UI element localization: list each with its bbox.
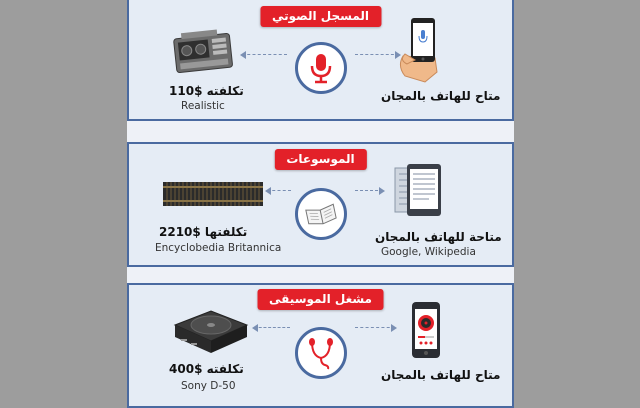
open-book-icon: [305, 203, 337, 225]
panel-title: المسجل الصوتي: [260, 6, 381, 27]
arrow-right: [355, 190, 383, 191]
microphone-circle: [295, 42, 347, 94]
arrow-right: [355, 54, 399, 55]
free-sources: Google, Wikipedia: [381, 246, 476, 258]
old-price-label: تكلفتها $2210: [159, 225, 248, 239]
arrow-left: [242, 54, 287, 55]
panel-title: الموسوعات: [274, 149, 366, 170]
panel-music-player: [127, 283, 514, 408]
free-label: متاح للهاتف بالمجان: [381, 368, 501, 382]
free-label: متاحة للهاتف بالمجان: [375, 230, 502, 244]
panel-voice-recorder: [127, 0, 514, 121]
old-device-name: Sony D-50: [181, 380, 236, 392]
smartphone-voice-icon: [397, 14, 449, 84]
arrow-left: [267, 190, 291, 191]
free-label: متاح للهاتف بالمجان: [381, 89, 501, 103]
panel-title: مشغل الموسيقى: [257, 289, 384, 310]
encyclopedia-set-icon: [163, 180, 263, 208]
tablet-document-icon: [393, 164, 443, 218]
earphones-icon: [306, 336, 336, 370]
panel-encyclopedias: [127, 142, 514, 267]
earphones-circle: [295, 327, 347, 379]
book-circle: [295, 188, 347, 240]
old-product-name: Encyclobedia Britannica: [155, 242, 282, 254]
cd-player-icon: [171, 303, 251, 361]
old-device-name: Realistic: [181, 100, 225, 112]
old-price-label: تكلفته $400: [169, 362, 244, 376]
arrow-right: [355, 327, 395, 328]
old-price-label: تكلفته $110: [169, 84, 244, 98]
arrow-left: [254, 327, 290, 328]
microphone-icon: [308, 52, 334, 84]
smartphone-music-icon: [411, 301, 441, 359]
cassette-recorder-icon: [169, 26, 237, 78]
